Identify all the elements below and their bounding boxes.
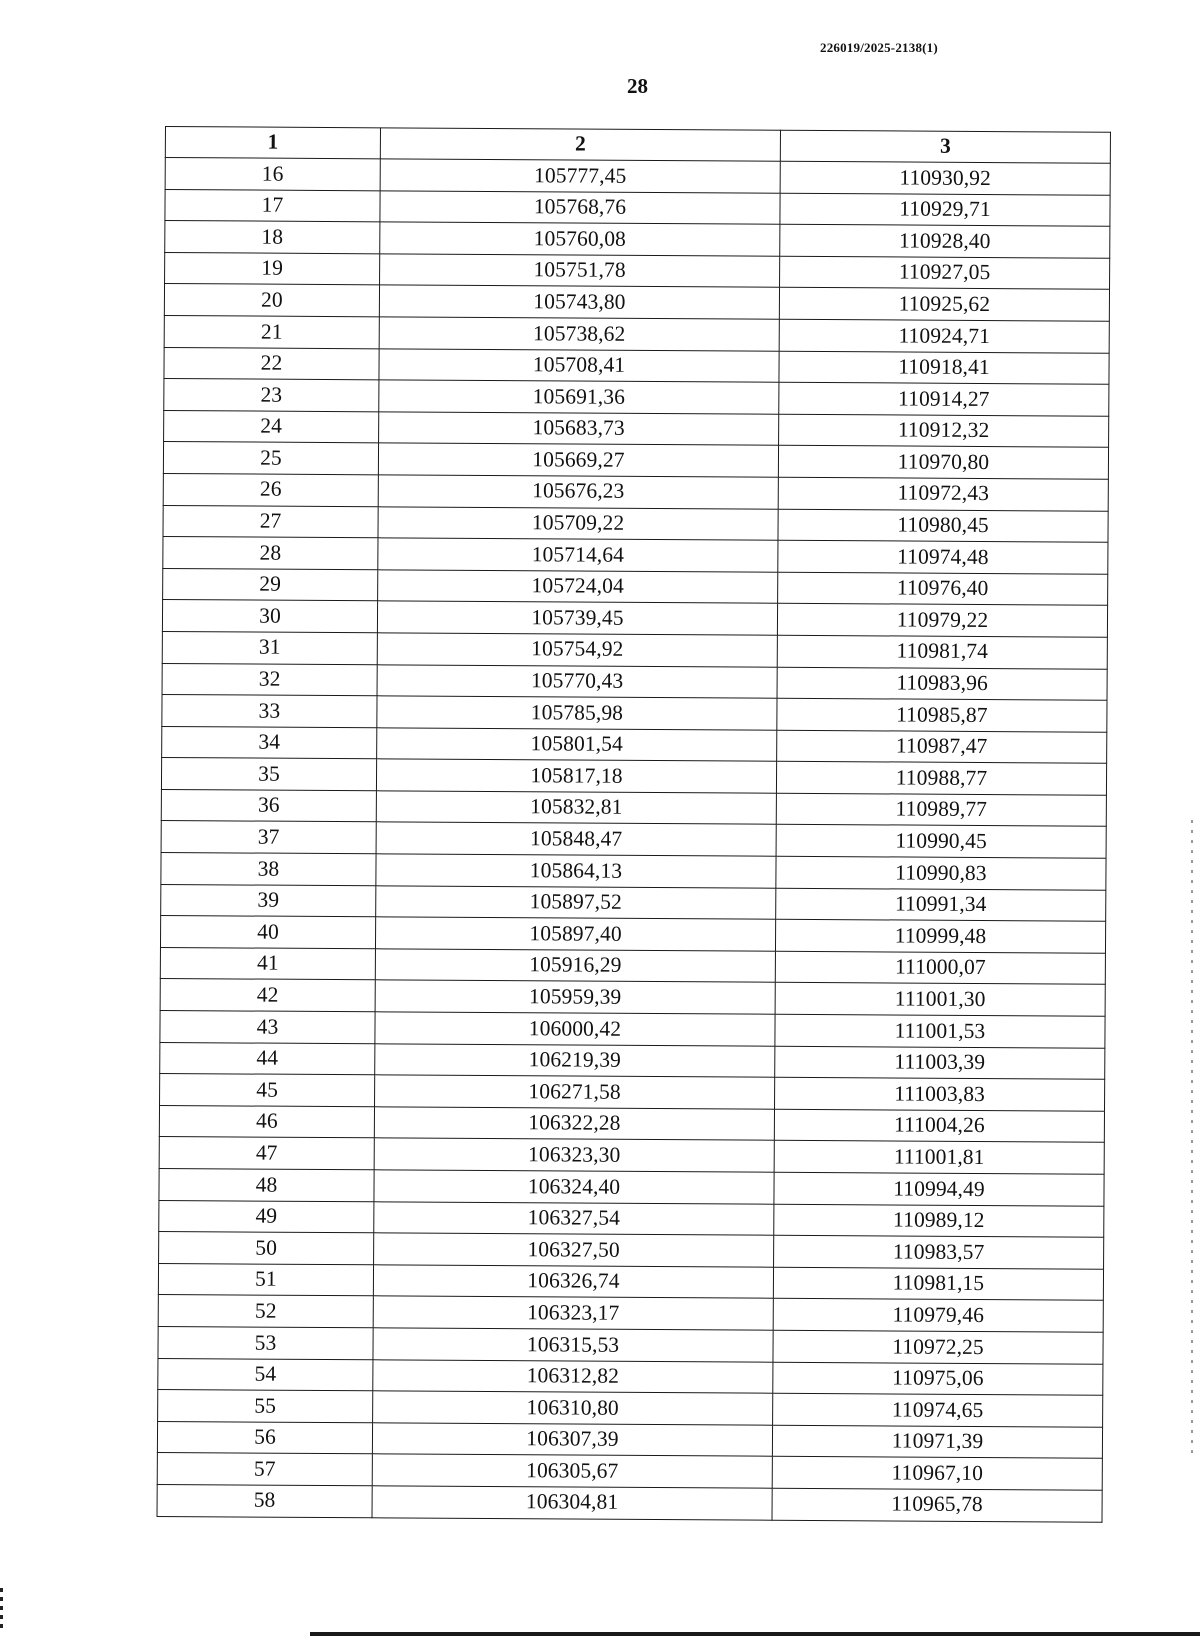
coordinate-x-cell: 106315,53 [373, 1328, 773, 1362]
coordinate-x-cell: 105751,78 [380, 254, 780, 288]
coordinate-x-cell: 105770,43 [377, 664, 777, 698]
document-reference-number: 226019/2025-2138(1) [820, 40, 938, 55]
column-header-1: 1 [165, 127, 380, 159]
point-number-cell: 41 [160, 947, 375, 980]
coordinate-y-cell: 110924,71 [779, 319, 1109, 353]
coordinate-y-cell: 110930,92 [780, 161, 1110, 195]
coordinate-x-cell: 105801,54 [377, 727, 777, 761]
point-number-cell: 33 [162, 695, 377, 728]
coordinate-y-cell: 110981,74 [777, 635, 1107, 669]
point-number-cell: 20 [164, 284, 379, 317]
coordinate-x-cell: 105714,64 [378, 538, 778, 572]
coordinate-y-cell: 110990,45 [776, 825, 1106, 859]
coordinate-y-cell: 110928,40 [780, 224, 1110, 258]
point-number-cell: 34 [162, 726, 377, 759]
table-body [157, 158, 1110, 1522]
coordinate-x-cell: 106312,82 [373, 1359, 773, 1393]
coordinate-y-cell: 110972,43 [778, 477, 1108, 511]
coordinate-y-cell: 110925,62 [779, 288, 1109, 322]
coordinate-x-cell: 105897,52 [376, 885, 776, 919]
coordinate-y-cell: 111001,81 [774, 1141, 1104, 1175]
coordinate-x-cell: 106323,30 [374, 1138, 774, 1172]
coordinate-y-cell: 110972,25 [773, 1330, 1103, 1364]
coordinate-y-cell: 110967,10 [772, 1457, 1102, 1491]
point-number-cell: 54 [158, 1358, 373, 1391]
coordinate-x-cell: 105916,29 [375, 949, 775, 983]
coordinate-x-cell: 106326,74 [373, 1265, 773, 1299]
coordinate-x-cell: 106327,50 [374, 1233, 774, 1267]
page-number: 28 [627, 74, 648, 98]
coordinate-y-cell: 110965,78 [772, 1488, 1102, 1522]
coordinate-y-cell: 110914,27 [779, 382, 1109, 416]
point-number-cell: 57 [157, 1453, 372, 1486]
coordinate-y-cell: 110987,47 [777, 730, 1107, 764]
coordinate-x-cell: 105708,41 [379, 348, 779, 382]
coordinate-x-cell: 105897,40 [375, 917, 775, 951]
point-number-cell: 48 [159, 1168, 374, 1201]
point-number-cell: 42 [160, 979, 375, 1012]
coordinate-x-cell: 105739,45 [377, 601, 777, 635]
scan-margin-artifact [0, 1588, 3, 1628]
point-number-cell: 53 [158, 1326, 373, 1359]
coordinate-x-cell: 105785,98 [377, 696, 777, 730]
point-number-cell: 30 [162, 600, 377, 633]
point-number-cell: 55 [158, 1390, 373, 1423]
scan-edge-artifact [1191, 820, 1193, 1460]
coordinate-y-cell: 111003,39 [775, 1046, 1105, 1080]
point-number-cell: 43 [160, 1011, 375, 1044]
point-number-cell: 44 [160, 1042, 375, 1075]
coordinate-x-cell: 105676,23 [378, 475, 778, 509]
coordinate-y-cell: 110988,77 [776, 762, 1106, 796]
column-header-2: 2 [380, 128, 780, 161]
point-number-cell: 35 [161, 758, 376, 791]
point-number-cell: 29 [163, 568, 378, 601]
coordinate-x-cell: 106323,17 [373, 1296, 773, 1330]
coordinate-x-cell: 105760,08 [380, 222, 780, 256]
point-number-cell: 58 [157, 1484, 372, 1517]
coordinate-y-cell: 110974,48 [778, 540, 1108, 574]
point-number-cell: 52 [158, 1295, 373, 1328]
coordinate-y-cell: 110970,80 [778, 446, 1108, 480]
point-number-cell: 51 [158, 1263, 373, 1296]
coordinate-x-cell: 105817,18 [376, 759, 776, 793]
coordinate-y-cell: 110991,34 [776, 888, 1106, 922]
coordinate-y-cell: 110912,32 [779, 414, 1109, 448]
point-number-cell: 27 [163, 505, 378, 538]
coordinate-y-cell: 110990,83 [776, 856, 1106, 890]
point-number-cell: 45 [160, 1074, 375, 1107]
point-number-cell: 50 [159, 1232, 374, 1265]
table-row [157, 1484, 1102, 1521]
coordinate-y-cell: 110979,22 [777, 604, 1107, 638]
point-number-cell: 40 [160, 916, 375, 949]
coordinate-y-cell: 110989,77 [776, 793, 1106, 827]
coordinate-x-cell: 105738,62 [379, 317, 779, 351]
point-number-cell: 22 [164, 347, 379, 380]
point-number-cell: 31 [162, 631, 377, 664]
coordinate-y-cell: 110985,87 [777, 698, 1107, 732]
coordinate-x-cell: 105669,27 [378, 443, 778, 477]
coordinate-y-cell: 110975,06 [773, 1362, 1103, 1396]
point-number-cell: 23 [164, 379, 379, 412]
coordinate-y-cell: 111001,53 [775, 1014, 1105, 1048]
coordinate-x-cell: 105777,45 [380, 159, 780, 193]
point-number-cell: 21 [164, 315, 379, 348]
coordinate-y-cell: 110976,40 [778, 572, 1108, 606]
point-number-cell: 17 [165, 189, 380, 222]
coordinate-x-cell: 105709,22 [378, 506, 778, 540]
coordinate-x-cell: 105768,76 [380, 190, 780, 224]
coordinate-x-cell: 106219,39 [375, 1043, 775, 1077]
point-number-cell: 56 [157, 1421, 372, 1454]
coordinate-x-cell: 105683,73 [379, 412, 779, 446]
point-number-cell: 36 [161, 789, 376, 822]
point-number-cell: 19 [165, 252, 380, 285]
bottom-scan-border [310, 1632, 1200, 1636]
coordinate-y-cell: 110929,71 [780, 193, 1110, 227]
point-number-cell: 46 [159, 1105, 374, 1138]
point-number-cell: 49 [159, 1200, 374, 1233]
point-number-cell: 26 [163, 473, 378, 506]
point-number-cell: 28 [163, 537, 378, 570]
coordinate-y-cell: 110927,05 [780, 256, 1110, 290]
coordinate-x-cell: 105754,92 [377, 633, 777, 667]
coordinate-x-cell: 105848,47 [376, 822, 776, 856]
column-header-3: 3 [780, 130, 1110, 163]
point-number-cell: 24 [164, 410, 379, 443]
coordinate-x-cell: 106307,39 [372, 1423, 772, 1457]
coordinate-x-cell: 106304,81 [372, 1486, 772, 1520]
coordinate-x-cell: 106271,58 [375, 1075, 775, 1109]
coordinate-y-cell: 111004,26 [774, 1109, 1104, 1143]
coordinate-x-cell: 106327,54 [374, 1201, 774, 1235]
point-number-cell: 38 [161, 853, 376, 886]
coordinate-y-cell: 110971,39 [772, 1425, 1102, 1459]
coordinate-x-cell: 106324,40 [374, 1170, 774, 1204]
coordinate-y-cell: 111001,30 [775, 983, 1105, 1017]
point-number-cell: 32 [162, 663, 377, 696]
coordinate-y-cell: 111003,83 [775, 1077, 1105, 1111]
coordinate-x-cell: 105743,80 [379, 285, 779, 319]
coordinates-table [157, 126, 1111, 1522]
coordinate-y-cell: 110980,45 [778, 509, 1108, 543]
coordinate-x-cell: 105724,04 [378, 570, 778, 604]
coordinate-x-cell: 105832,81 [376, 791, 776, 825]
coordinate-x-cell: 106310,80 [373, 1391, 773, 1425]
point-number-cell: 47 [159, 1137, 374, 1170]
coordinate-x-cell: 106305,67 [372, 1454, 772, 1488]
coordinate-x-cell: 106322,28 [374, 1107, 774, 1141]
coordinate-y-cell: 110994,49 [774, 1172, 1104, 1206]
point-number-cell: 16 [165, 158, 380, 191]
coordinate-y-cell: 110999,48 [775, 919, 1105, 953]
coordinate-x-cell: 105864,13 [376, 854, 776, 888]
coordinate-y-cell: 110979,46 [773, 1299, 1103, 1333]
coordinate-y-cell: 110974,65 [773, 1393, 1103, 1427]
coordinate-y-cell: 110918,41 [779, 351, 1109, 385]
coordinate-x-cell: 105691,36 [379, 380, 779, 414]
point-number-cell: 37 [161, 821, 376, 854]
coordinate-x-cell: 105959,39 [375, 980, 775, 1014]
point-number-cell: 39 [161, 884, 376, 917]
point-number-cell: 18 [165, 221, 380, 254]
coordinate-y-cell: 110983,96 [777, 667, 1107, 701]
coordinate-y-cell: 110983,57 [774, 1235, 1104, 1269]
coordinate-y-cell: 110981,15 [773, 1267, 1103, 1301]
coordinate-y-cell: 111000,07 [775, 951, 1105, 985]
point-number-cell: 25 [163, 442, 378, 475]
coordinate-y-cell: 110989,12 [774, 1204, 1104, 1238]
coordinate-x-cell: 106000,42 [375, 1012, 775, 1046]
